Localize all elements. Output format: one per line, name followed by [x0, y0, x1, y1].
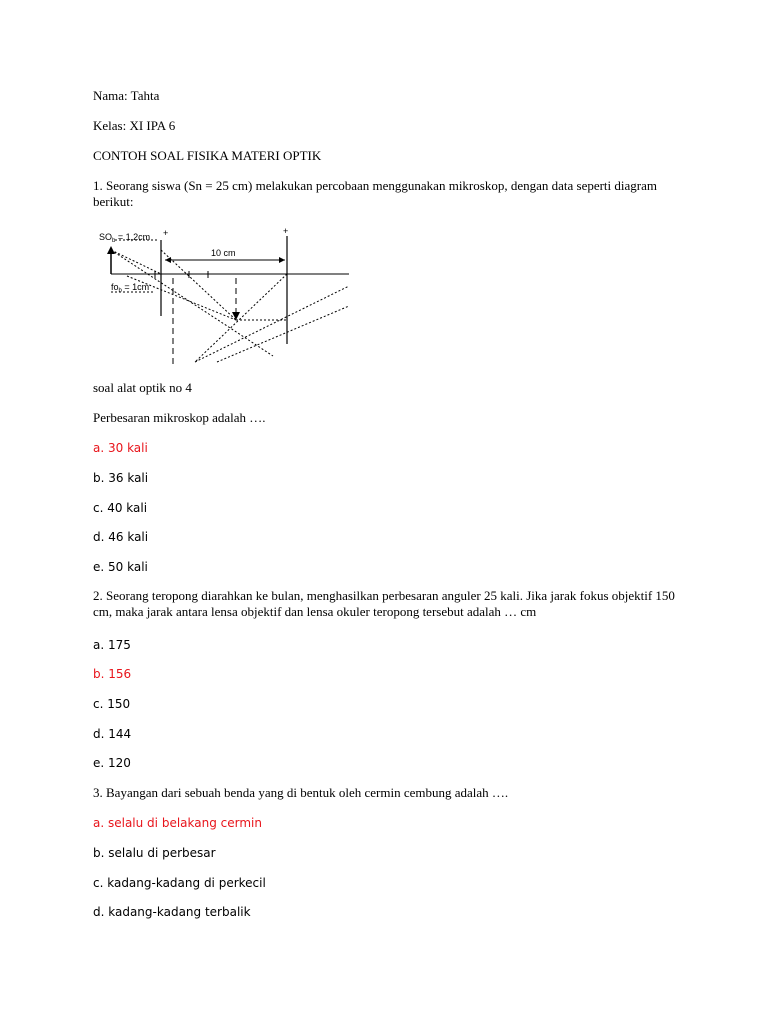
- so-label: $SO_b = 1,2cm$: [99, 232, 151, 244]
- plus-left: +: [163, 228, 169, 238]
- q1-option-e: e. 50 kali: [93, 560, 148, 574]
- fo-label: $fo_b = 1cm$: [111, 282, 150, 294]
- q1-option-a: a. 30 kali: [93, 441, 148, 455]
- q1-option-d: d. 46 kali: [93, 530, 149, 544]
- question-2-text: 2. Seorang teropong diarahkan ke bulan, menghasilkan perbesaran anguler 25 kali. Jika jarak fokus objektif 150 cm, maka jarak antara lensa objektif dan lensa okuler teropong tersebut adalah … cm: [93, 588, 675, 619]
- question-3-text: 3. Bayangan dari sebuah benda yang di bentuk oleh cermin cembung adalah ….: [93, 785, 509, 800]
- q2-option-e: e. 120: [93, 756, 131, 770]
- q2-option-a: a. 175: [93, 638, 131, 652]
- q2-option-b: b. 156: [93, 667, 132, 681]
- distance-label: 10 cm: [211, 248, 236, 258]
- q3-option-a: a. selalu di belakang cermin: [93, 816, 262, 830]
- microscope-diagram: [97, 226, 357, 368]
- document-title: CONTOH SOAL FISIKA MATERI OPTIK: [93, 148, 322, 163]
- student-class: Kelas: XI IPA 6: [93, 118, 176, 133]
- q1-option-b: b. 36 kali: [93, 471, 149, 485]
- question-1-text: 1. Seorang siswa (Sn = 25 cm) melakukan percobaan menggunakan mikroskop, dengan data seperti diagram berikut:: [93, 178, 658, 209]
- q2-option-d: d. 144: [93, 727, 132, 741]
- question-1-prompt: Perbesaran mikroskop adalah ….: [93, 410, 266, 425]
- q2-option-c: c. 150: [93, 697, 131, 711]
- q3-option-b: b. selalu di perbesar: [93, 846, 216, 860]
- q1-option-c: c. 40 kali: [93, 501, 148, 515]
- image-arrow: [232, 312, 240, 320]
- q3-option-d: d. kadang-kadang terbalik: [93, 905, 251, 919]
- q3-option-c: c. kadang-kadang di perkecil: [93, 876, 266, 890]
- plus-right: +: [283, 226, 289, 236]
- student-name: Nama: Tahta: [93, 88, 160, 103]
- diagram-caption: soal alat optik no 4: [93, 380, 192, 395]
